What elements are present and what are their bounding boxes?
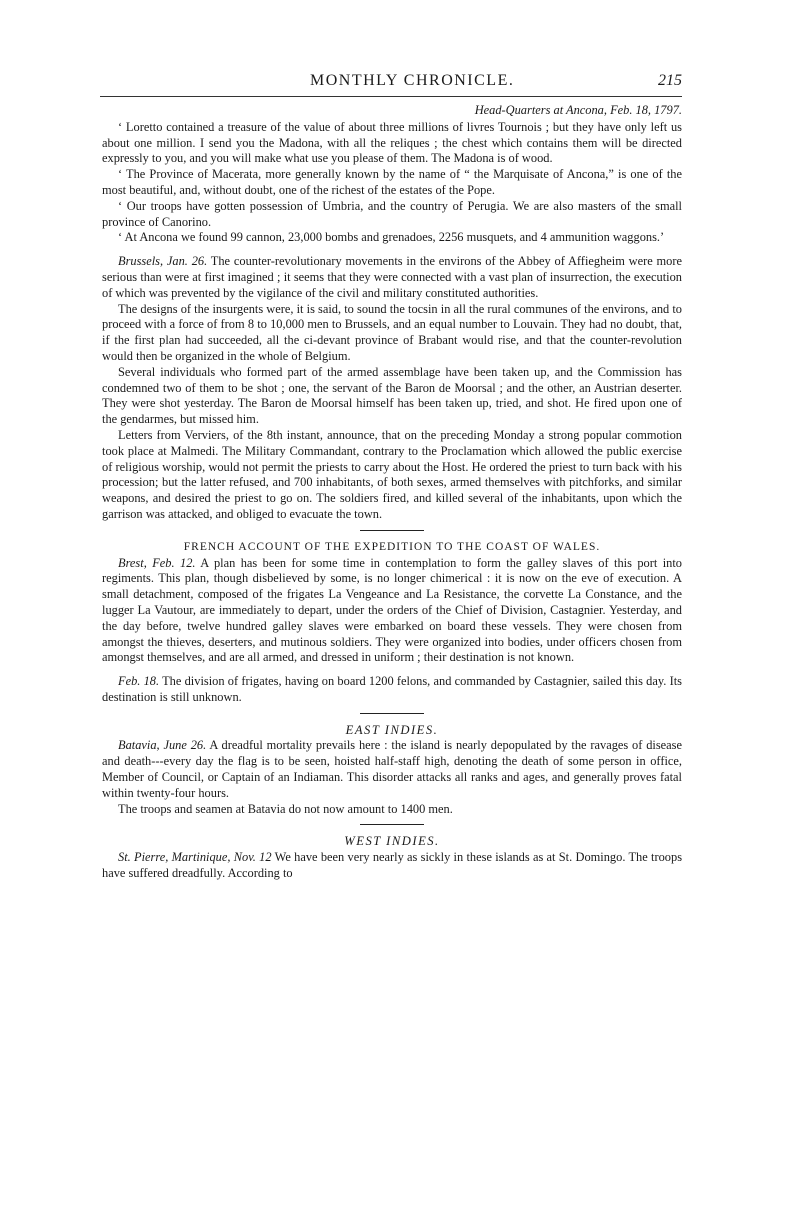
page-content [102, 103, 682, 882]
header-rule [100, 96, 682, 97]
place-name: Brest, Feb. 12. [118, 555, 196, 570]
section-divider [360, 713, 424, 714]
section-heading: FRENCH ACCOUNT OF THE EXPEDITION TO THE COAST OF WALES. [183, 540, 601, 553]
section-heading: EAST INDIES. [345, 722, 439, 737]
paragraph-text: A plan has been for some time in contemplation to form the galley slaves of this port into regiments. This plan, though disbelieved by some, is no longer chimerical : it is now on the eve of execution. A small detachment, composed of the frigates La Vengeance and La Resistance, the corvette La Constance, and the lugger La Vautour, are immediately to depart, under the orders of the Chief of Division, Castagnier. Yesterday, and the day before, twelve hundred galley slaves were embarked on board these vessels. They were chosen from amongst the thieves, deserters, and mutinous soldiers. They were organized into bodies, under officers chosen from amongst themselves, and are all armed, and dressed in uniform ; their destination is not known. [102, 555, 682, 665]
paragraph-text: We have been very nearly as sickly in these islands as at St. Domingo. The troops have suffered dreadfully. According to [102, 850, 683, 881]
west-indies-paragraph [102, 850, 682, 882]
section-heading: WEST INDIES. [344, 834, 440, 849]
paragraph-text: The division of frigates, having on board 1200 felons, and commanded by Castagnier, sailed this day. Its destination is still unknown. [102, 674, 682, 704]
wales-paragraph [102, 674, 682, 706]
article-paragraph: ‘ The Province of Macerata, more generally known by the name of “ the Marquisate of Ancona,” is one of the most beautiful, and, without doubt, one of the richest of the estates of the Pope. [102, 167, 682, 197]
place-name: Feb. 18. [118, 674, 160, 689]
page-number: 215 [658, 72, 682, 89]
brussels-paragraph: The designs of the insurgents were, it is said, to sound the tocsin in all the rural communes of the environs, and to proceed with a force of from 8 to 10,000 men to Brussels, and an equal number to Louvain. They had no doubt, that, if the first plan had succeeded, all the ci-devant province of Brabant would rise, and that the counter-revolution would then be organized in the whole of Belgium. [102, 301, 682, 363]
east-indies-paragraph [102, 738, 682, 801]
paragraph-text: A dreadful mortality prevails here : the island is nearly depopulated by the ravages of disease and death---every day the flag is to be seen, hoisted half-staff high, denoting the death of some person in office, Member of Council, or Captain of an Indiaman. This disorder attacks all ranks and ages, and generally proves fatal within twenty-four hours. [102, 738, 683, 800]
wales-paragraph [102, 556, 682, 667]
dateline: Head-Quarters at Ancona, Feb. 18, 1797. [474, 103, 682, 117]
article-paragraph: ‘ At Ancona we found 99 cannon, 23,000 bombs and grenadoes, 2256 musquets, and 4 ammunition waggons.’ [118, 230, 665, 245]
section-divider [360, 824, 424, 825]
brussels-paragraph: Letters from Verviers, of the 8th instant, announce, that on the preceding Monday a strong popular commotion took place at Malmedi. The Military Commandant, contrary to the Proclamation which allowed the public exercise of religious worship, would not permit the priests to carry about the Host. He ordered the priest to turn back with his procession; but the latter refused, and 700 inhabitants, of both sexes, armed themselves with pitchforks, and similar weapons, and desired the priest to go on. The soldiers fired, and killed several of the inhabitants, upon which the garrison was attacked, and obliged to evacuate the town. [102, 427, 682, 521]
east-indies-paragraph: The troops and seamen at Batavia do not now amount to 1400 men. [118, 801, 453, 816]
brussels-paragraph [102, 254, 682, 301]
running-title: MONTHLY CHRONICLE. [310, 72, 515, 89]
paragraph-text: The counter-revolutionary movements in the environs of the Abbey of Affiegheim were more serious than were at first imagined ; it seems that they were connected with a vast plan of insurrection, the execution of which was prevented by the vigilance of the civil and military constituted authorities. [102, 254, 683, 300]
article-paragraph: ‘ Loretto contained a treasure of the value of about three millions of livres Tournois ; but they have only left us about one million. I send you the Madona, with all the reliques ; the chest which contains them will be directed expressly to you, and you will make what use you please of them. The Madona is of wood. [102, 119, 682, 166]
article-paragraph: ‘ Our troops have gotten possession of Umbria, and the country of Perugia. We are also masters of the small province of Canorino. [102, 198, 682, 229]
brussels-paragraph: Several individuals who formed part of the armed assemblage have been taken up, and the Commission has condemned two of them to be shot ; one, the servant of the Baron de Moorsal ; and the other, an Austrian deserter. They were shot yesterday. The Baron de Moorsal himself has been taken up, tried, and shot. He fired upon one of the gendarmes, but missed him. [102, 364, 682, 427]
place-name: Batavia, June 26. [118, 738, 207, 753]
place-name: Brussels, Jan. 26. [118, 254, 208, 269]
place-name: St. Pierre, Martinique, Nov. 12 [118, 850, 272, 865]
section-divider [360, 530, 424, 531]
